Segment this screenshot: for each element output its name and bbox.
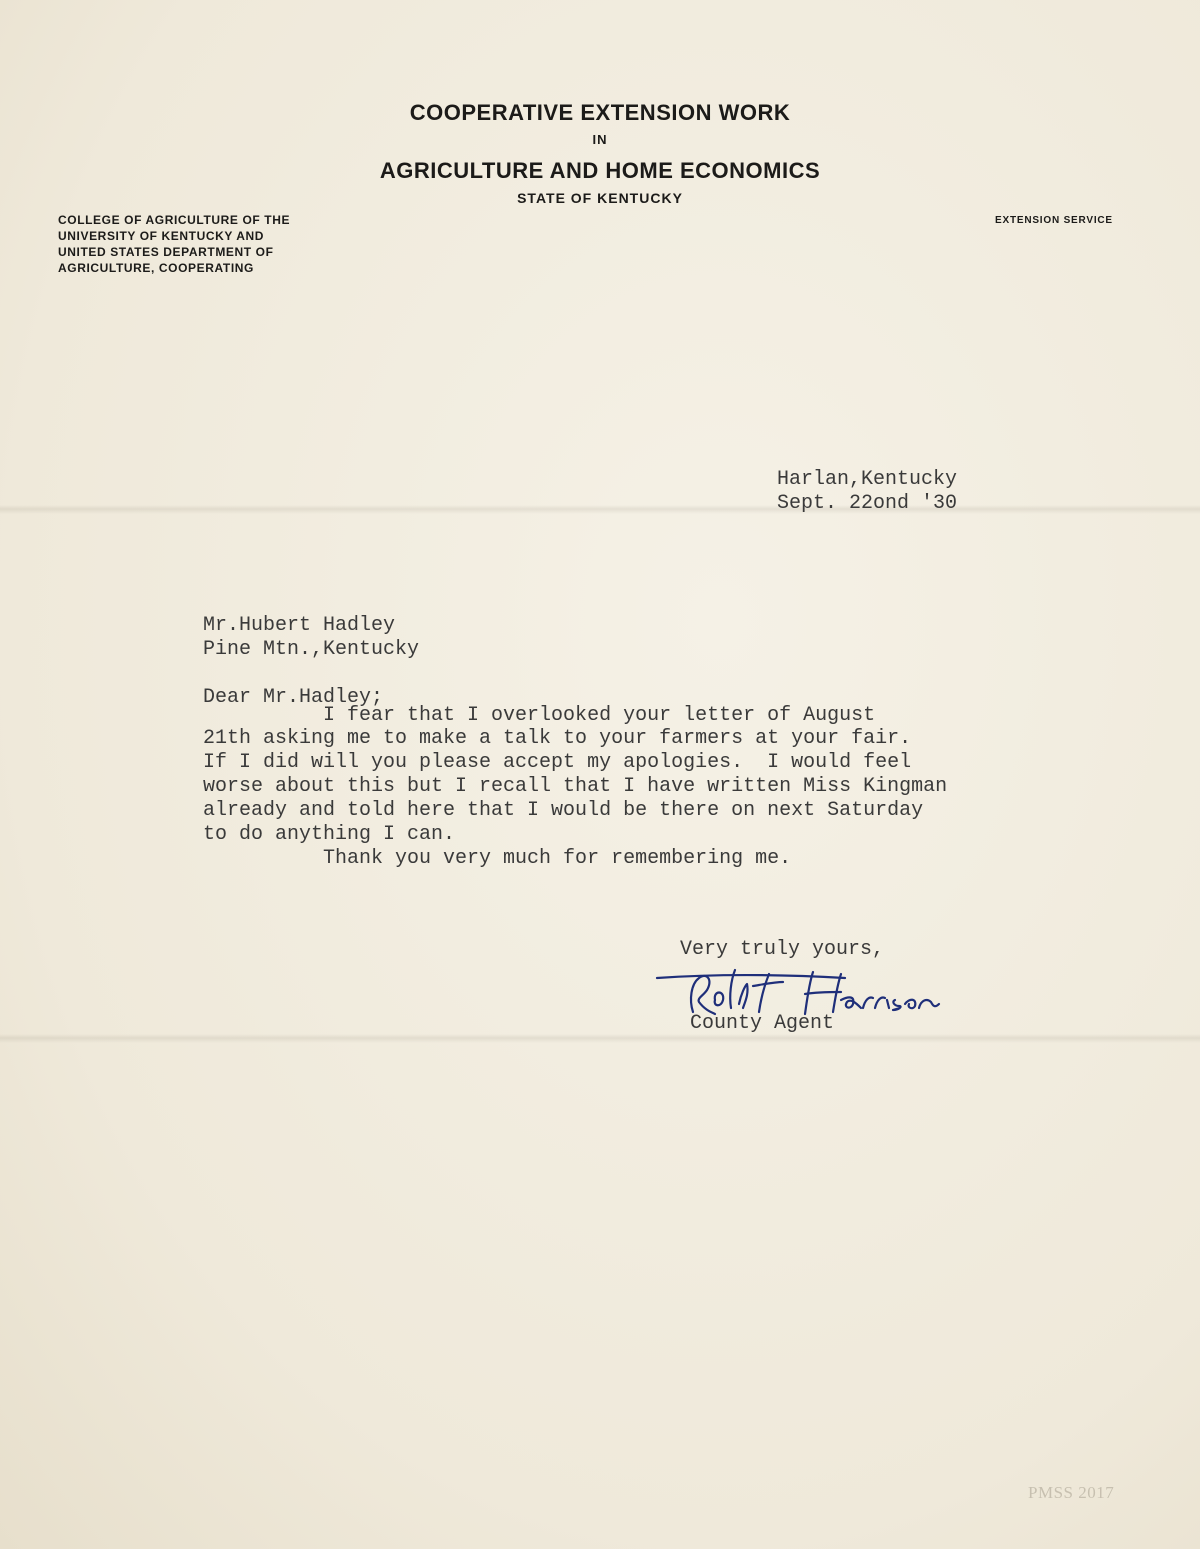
letterhead-title: COOPERATIVE EXTENSION WORK [409, 100, 791, 125]
body-line: worse about this but I recall that I have written Miss Kingman [203, 775, 948, 798]
body-line: If I did will you please accept my apologies. I would feel [203, 751, 912, 774]
body-line: 21th asking me to make a talk to your farmers at your fair. [203, 727, 912, 750]
letterhead-in: IN [592, 132, 608, 147]
body-line: already and told here that I would be there on next Saturday [203, 799, 924, 822]
cooperators-line: UNITED STATES DEPARTMENT OF [58, 245, 274, 259]
recipient-address: Pine Mtn.,Kentucky [203, 638, 420, 661]
recipient-name: Mr.Hubert Hadley [203, 614, 396, 637]
salutation: Dear Mr.Hadley; [203, 686, 384, 709]
letterhead-subtitle: AGRICULTURE AND HOME ECONOMICS [379, 158, 821, 183]
archive-watermark: PMSS 2017 [1028, 1483, 1115, 1502]
cooperators-line: UNIVERSITY OF KENTUCKY AND [58, 229, 265, 243]
letter-date: Sept. 22ond '30 [777, 492, 958, 515]
cooperators-line: COLLEGE OF AGRICULTURE OF THE [58, 213, 291, 227]
letterhead-cooperators [58, 212, 290, 276]
letterhead-state: STATE OF KENTUCKY [517, 190, 683, 206]
signer-title: County Agent [690, 1012, 835, 1035]
cooperators-line: AGRICULTURE, COOPERATING [58, 261, 254, 275]
body-line: I fear that I overlooked your letter of August [203, 704, 876, 727]
closing: Very truly yours, [680, 938, 885, 961]
letter-place: Harlan,Kentucky [777, 468, 958, 491]
letterhead-service-label: EXTENSION SERVICE [995, 215, 1113, 226]
body-line: to do anything I can. [203, 823, 456, 846]
body-line: Thank you very much for remembering me. [203, 847, 792, 870]
